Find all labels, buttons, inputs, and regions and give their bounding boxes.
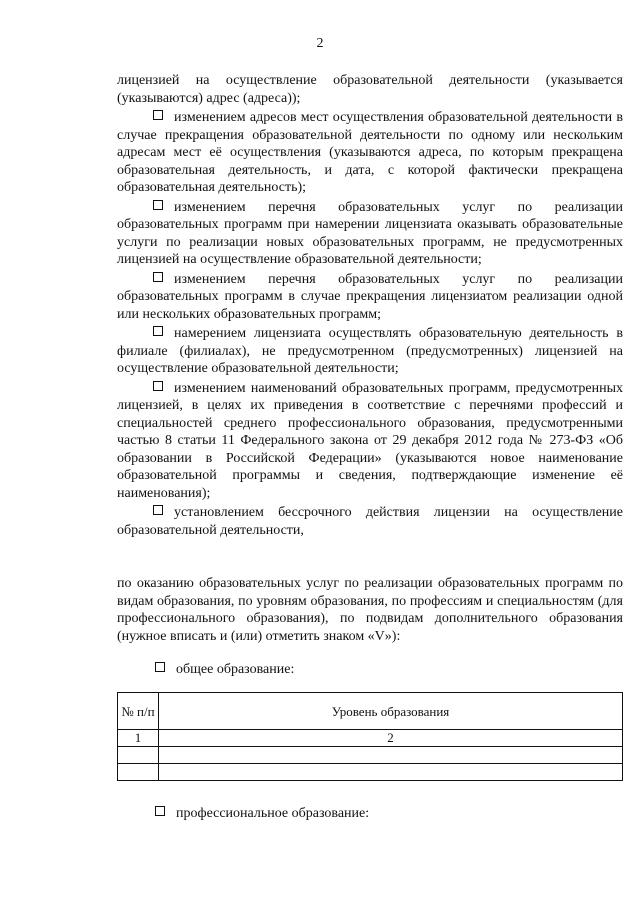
paragraph-text: изменением наименований образовательных программ, предусмотренных лицензией, в целях их приведения в соответствие с перечнями профессий и специальностей среднего профессионального образования, предусмотренными частью 8 статьи 11 Федерального закона от 29 декабря 2012 года № 273-ФЗ «Об образовании в Российской Федерации» (указываются новое наименование образовательной программы и сведения, подтверждающие изменение её наименования); bbox=[117, 380, 623, 501]
services-paragraph: по оказанию образовательных услуг по реализации образовательных программ по видам образования, по уровням образования, по профессиям и специальностям (для профессионального образования), по подвидам дополнительного образования (нужное вписать и (или) отметить знаком «V»): bbox=[117, 576, 623, 644]
paragraph-text: изменением перечня образовательных услуг по реализации образовательных программ при намерении лицензиата оказывать образовательные услуги по реализации новых образовательных программ, не предусмотренных лицензией на осуществление образовательной деятельности; bbox=[117, 199, 623, 267]
page-number: 2 bbox=[316, 36, 324, 51]
table-index-row bbox=[118, 730, 623, 747]
table-header-row bbox=[118, 693, 623, 730]
table-row bbox=[118, 747, 623, 764]
table-cell[interactable] bbox=[118, 747, 159, 764]
document-body bbox=[117, 72, 623, 822]
professional-education-option[interactable] bbox=[155, 805, 623, 822]
table-cell[interactable] bbox=[159, 747, 623, 764]
checkbox-icon[interactable] bbox=[155, 806, 165, 816]
index-cell-1: 1 bbox=[118, 730, 159, 747]
professional-education-label: профессиональное образование: bbox=[176, 806, 370, 821]
checkbox-icon[interactable] bbox=[155, 662, 165, 672]
ground-option-paragraph[interactable] bbox=[117, 380, 623, 503]
paragraph-text: намерением лицензиата осуществлять образовательную деятельность в филиале (филиалах), не предусмотренном (предусмотренных) лицензией на осуществление образовательной деятельности; bbox=[117, 326, 623, 376]
general-education-option[interactable] bbox=[155, 661, 623, 678]
checkbox-icon[interactable] bbox=[153, 326, 163, 336]
ground-option-paragraph[interactable] bbox=[117, 504, 623, 539]
paragraph-text: установлением бессрочного действия лицензии на осуществление образовательной деятельности, bbox=[117, 505, 623, 538]
general-education-label: общее образование: bbox=[176, 662, 295, 677]
ground-option-paragraph[interactable] bbox=[117, 325, 623, 378]
checkbox-icon[interactable] bbox=[153, 110, 163, 120]
ground-option-paragraph[interactable] bbox=[117, 109, 623, 197]
checkbox-icon[interactable] bbox=[153, 200, 163, 210]
grounds-list bbox=[117, 72, 623, 539]
paragraph-text: изменением перечня образовательных услуг по реализации образовательных программ в случае прекращения лицензиатом реализации одной или нескольких образовательных программ; bbox=[117, 271, 623, 322]
ground-option-paragraph[interactable] bbox=[117, 199, 623, 269]
checkbox-icon[interactable] bbox=[153, 272, 163, 282]
index-cell-2: 2 bbox=[159, 730, 623, 747]
paragraph-text: изменением адресов мест осуществления образовательной деятельности в случае прекращения образовательной деятельности по одному или нескольким адресам мест её осуществления (указываются адреса, по которым прекращена образовательная деятельность, и дата, с которой фактически прекращена образовательная деятельность); bbox=[117, 110, 623, 195]
general-education-table bbox=[117, 692, 623, 781]
paragraph-text: лицензией на осуществление образовательной деятельности (указывается (указываются) адрес (адреса)); bbox=[117, 73, 623, 106]
table-cell[interactable] bbox=[159, 764, 623, 781]
paragraph bbox=[117, 72, 623, 107]
header-number: № п/п bbox=[118, 693, 159, 730]
checkbox-icon[interactable] bbox=[153, 505, 163, 515]
checkbox-icon[interactable] bbox=[153, 381, 163, 391]
ground-option-paragraph[interactable] bbox=[117, 271, 623, 324]
table-row bbox=[118, 764, 623, 781]
header-level: Уровень образования bbox=[159, 693, 623, 730]
table-cell[interactable] bbox=[118, 764, 159, 781]
